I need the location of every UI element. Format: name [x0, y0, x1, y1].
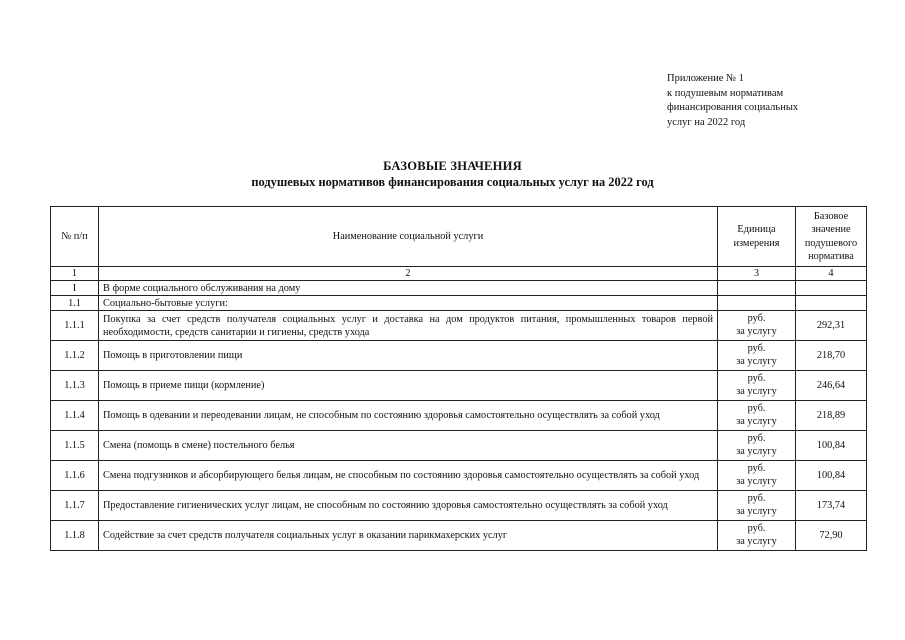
table-row: [51, 371, 867, 401]
row-value: 246,64: [796, 371, 867, 401]
row-num: 1.1.2: [51, 341, 99, 371]
empty-cell: [796, 281, 867, 296]
unit-line: руб.: [747, 313, 766, 324]
row-unit: [718, 491, 796, 521]
row-num: 1.1.4: [51, 401, 99, 431]
row-num: 1.1.6: [51, 461, 99, 491]
unit-line: руб.: [747, 403, 766, 414]
title-line-1: БАЗОВЫЕ ЗНАЧЕНИЯ: [383, 159, 522, 173]
header-num: № п/п: [51, 207, 99, 267]
unit-line: руб.: [747, 493, 766, 504]
row-service-name: Покупка за счет средств получателя социальных услуг и доставка на дом продуктов питания, промышленных товаров первой необходимости, средств санитарии и гигиены, средств ухода: [99, 311, 718, 341]
row-unit: [718, 401, 796, 431]
norms-table: [50, 206, 867, 551]
unit-line: руб.: [747, 343, 766, 354]
row-num: 1.1.8: [51, 521, 99, 551]
row-value: 292,31: [796, 311, 867, 341]
header-unit: Единица измерения: [718, 207, 796, 267]
table-row: [51, 521, 867, 551]
row-unit: [718, 371, 796, 401]
unit-line: за услугу: [736, 415, 777, 427]
row-value: 218,70: [796, 341, 867, 371]
row-num: 1.1.7: [51, 491, 99, 521]
unit-line: за услугу: [736, 475, 777, 487]
row-service-name: Помощь в приготовлении пищи: [99, 341, 718, 371]
subsection-num: 1.1: [51, 296, 99, 311]
unit-line: за услугу: [736, 445, 777, 457]
row-unit: [718, 461, 796, 491]
row-service-name: Содействие за счет средств получателя социальных услуг в оказании парикмахерских услуг: [99, 521, 718, 551]
row-service-name: Смена подгузников и абсорбирующего белья лицам, не способным по состоянию здоровья самостоятельно осуществлять за собой уход: [99, 461, 718, 491]
unit-line: руб.: [747, 523, 766, 534]
table-header-row: [51, 207, 867, 267]
row-service-name: Помощь в приеме пищи (кормление): [99, 371, 718, 401]
row-num: 1.1.3: [51, 371, 99, 401]
row-unit: [718, 521, 796, 551]
row-num: 1.1.1: [51, 311, 99, 341]
unit-line: за услугу: [736, 385, 777, 397]
empty-cell: [718, 296, 796, 311]
unit-line: за услугу: [736, 325, 777, 337]
table-row: [51, 461, 867, 491]
table-row: [51, 431, 867, 461]
unit-line: за услугу: [736, 535, 777, 547]
unit-line: руб.: [747, 433, 766, 444]
section-name: В форме социального обслуживания на дому: [99, 281, 718, 296]
row-value: 72,90: [796, 521, 867, 551]
table-row: [51, 311, 867, 341]
unit-line: за услугу: [736, 505, 777, 517]
empty-cell: [796, 296, 867, 311]
row-value: 218,89: [796, 401, 867, 431]
annex-line: услуг на 2022 год: [667, 116, 746, 128]
table-row: [51, 401, 867, 431]
section-num: I: [51, 281, 99, 296]
column-number: 1: [51, 267, 99, 281]
annex-line: Приложение № 1: [667, 73, 744, 84]
row-value: 100,84: [796, 461, 867, 491]
header-name: Наименование социальной услуги: [99, 207, 718, 267]
row-num: 1.1.5: [51, 431, 99, 461]
subsection-row: [51, 296, 867, 311]
row-unit: [718, 431, 796, 461]
subsection-name: Социально-бытовые услуги:: [99, 296, 718, 311]
annex-line: к подушевым нормативам: [667, 87, 784, 99]
title-line-2: подушевых нормативов финансирования социальных услуг на 2022 год: [251, 175, 654, 189]
table-row: [51, 491, 867, 521]
column-number-row: [51, 267, 867, 281]
annex-line: финансирования социальных: [667, 102, 799, 114]
empty-cell: [718, 281, 796, 296]
row-unit: [718, 311, 796, 341]
row-service-name: Предоставление гигиенических услуг лицам, не способным по состоянию здоровья самостоятельно осуществлять за собой уход: [99, 491, 718, 521]
unit-line: руб.: [747, 373, 766, 384]
column-number: 3: [718, 267, 796, 281]
unit-line: руб.: [747, 463, 766, 474]
unit-line: за услугу: [736, 355, 777, 367]
column-number: 4: [796, 267, 867, 281]
row-value: 100,84: [796, 431, 867, 461]
row-value: 173,74: [796, 491, 867, 521]
section-row: [51, 281, 867, 296]
table-row: [51, 341, 867, 371]
annex-note: [667, 72, 798, 130]
row-service-name: Помощь в одевании и переодевании лицам, не способным по состоянию здоровья самостоятельно осуществлять за собой уход: [99, 401, 718, 431]
document-title: [0, 158, 905, 191]
column-number: 2: [99, 267, 718, 281]
row-service-name: Смена (помощь в смене) постельного белья: [99, 431, 718, 461]
row-unit: [718, 341, 796, 371]
header-value: Базовое значение подушевого норматива: [796, 207, 867, 267]
